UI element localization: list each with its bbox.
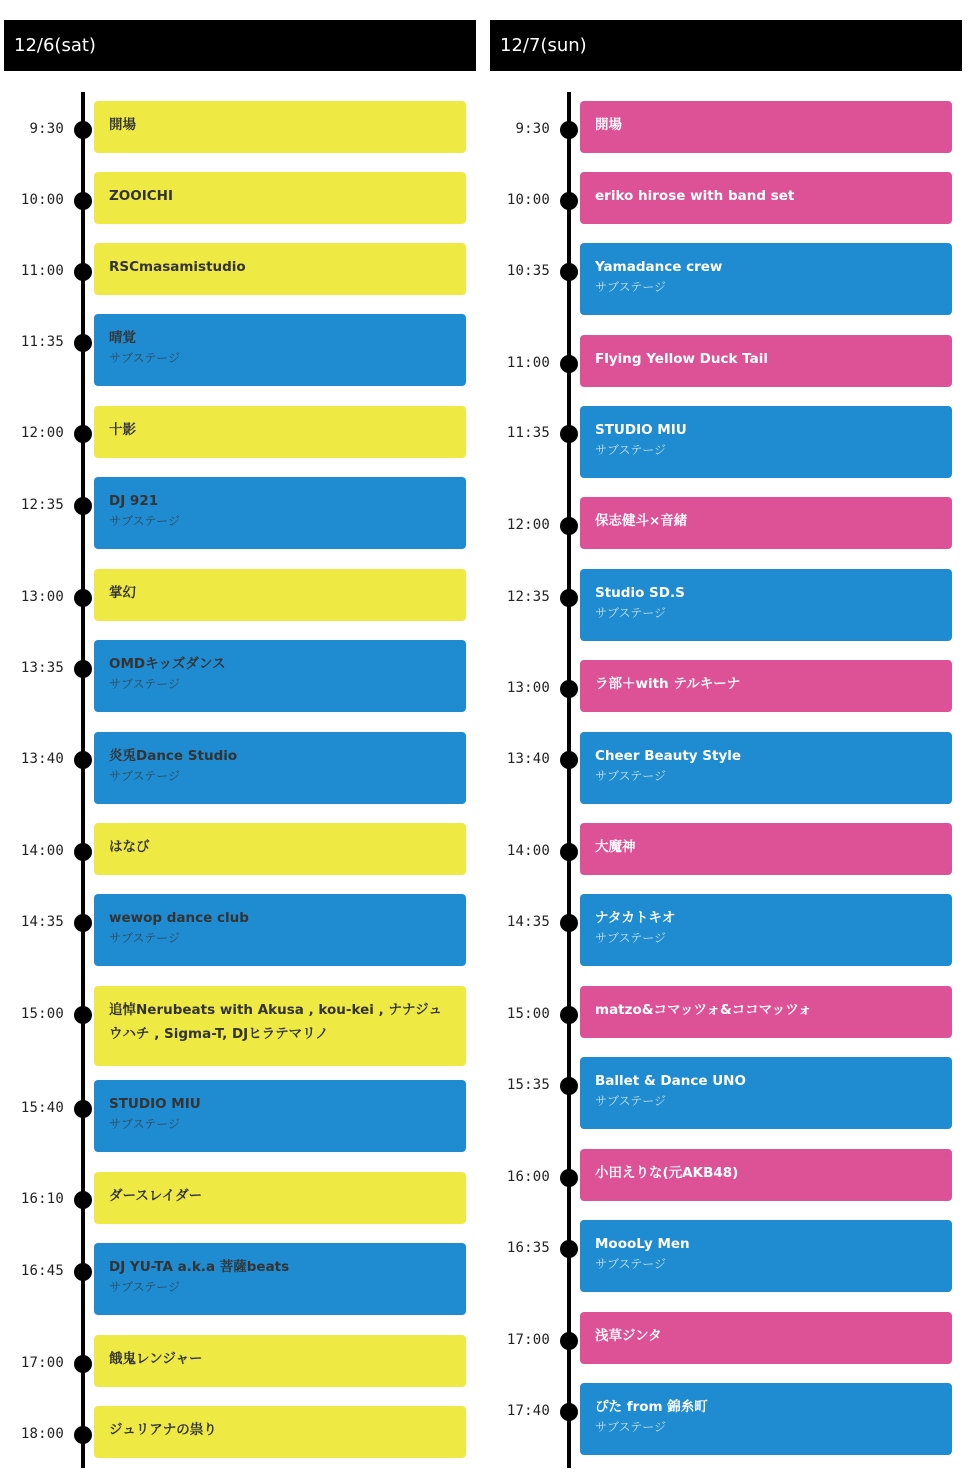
event-card[interactable]: [94, 101, 466, 153]
event-title: Flying Yellow Duck Tail: [595, 351, 768, 367]
event-stage-label: サブステージ: [109, 1117, 181, 1131]
timeline-dot: [560, 1077, 578, 1095]
event-title: 炎兎Dance Studio: [109, 748, 238, 764]
event-time: 15:00: [20, 1006, 64, 1022]
event-time: 15:00: [506, 1006, 550, 1022]
event-title: 追悼Nerubeats with Akusa , kou-kei , ナナジュウハチ , Sigma-T, DJヒラテマリノ: [109, 1002, 442, 1042]
event-card[interactable]: [580, 101, 952, 153]
event-stage-label: サブステージ: [109, 677, 181, 691]
event-time: 12:35: [20, 497, 64, 513]
event-title: DJ 921: [109, 493, 159, 509]
event-stage-label: サブステージ: [109, 931, 181, 945]
event-title: wewop dance club: [109, 910, 249, 926]
event-stage-label: サブステージ: [109, 351, 181, 365]
event-time: 16:35: [506, 1240, 550, 1256]
event-card[interactable]: [94, 732, 466, 804]
event-time: 14:35: [20, 914, 64, 930]
event-time: 10:00: [506, 192, 550, 208]
timeline-dot: [74, 334, 92, 352]
event-title: はなび: [109, 839, 150, 855]
event-time: 14:00: [506, 843, 550, 859]
event-title: MoooLy Men: [595, 1236, 690, 1252]
event-title: Cheer Beauty Style: [595, 748, 742, 764]
event-time: 12:00: [20, 425, 64, 441]
timeline-dot: [560, 1332, 578, 1350]
event-title: 掌幻: [109, 585, 136, 601]
event-title: Studio SD.S: [595, 585, 685, 601]
timeline-dot: [74, 1426, 92, 1444]
event-time: 16:45: [20, 1263, 64, 1279]
timeline-dot: [74, 1263, 92, 1281]
event-card[interactable]: [94, 477, 466, 549]
event-title: 十影: [109, 422, 136, 438]
event-card[interactable]: [94, 640, 466, 712]
event-title: 餓鬼レンジャー: [109, 1351, 203, 1367]
event-card[interactable]: [580, 335, 952, 387]
timeline-dot: [74, 425, 92, 443]
day-header: 12/6(sat): [4, 20, 476, 71]
event-title: 開場: [595, 117, 622, 133]
event-card[interactable]: [580, 732, 952, 804]
event-card[interactable]: [94, 314, 466, 386]
timeline-dot: [560, 751, 578, 769]
timeline-dot: [560, 1240, 578, 1258]
event-stage-label: サブステージ: [109, 1280, 181, 1294]
event-title: 晴覚: [109, 330, 136, 346]
event-time: 16:10: [20, 1191, 64, 1207]
event-card[interactable]: [580, 569, 952, 641]
event-card[interactable]: [580, 243, 952, 315]
event-time: 9:30: [29, 121, 64, 137]
event-title: ダースレイダー: [109, 1188, 203, 1204]
timeline-dot: [74, 497, 92, 515]
event-title: OMDキッズダンス: [109, 656, 226, 672]
event-card[interactable]: [580, 172, 952, 224]
event-card[interactable]: [94, 823, 466, 875]
timeline-dot: [560, 425, 578, 443]
timeline-dot: [560, 589, 578, 607]
event-time: 11:35: [20, 334, 64, 350]
event-card[interactable]: [580, 1312, 952, 1364]
event-time: 13:40: [506, 751, 550, 767]
timeline-dot: [560, 1169, 578, 1187]
timeline-dot: [74, 914, 92, 932]
event-title: ジュリアナの祟り: [109, 1422, 217, 1438]
event-card[interactable]: [580, 986, 952, 1038]
event-time: 14:00: [20, 843, 64, 859]
event-stage-label: サブステージ: [109, 514, 181, 528]
event-time: 11:00: [20, 263, 64, 279]
event-time: 13:00: [20, 589, 64, 605]
event-time: 10:35: [506, 263, 550, 279]
event-title: eriko hirose with band set: [595, 188, 795, 204]
event-card[interactable]: [580, 497, 952, 549]
event-card[interactable]: [94, 1080, 466, 1152]
event-title: 大魔神: [595, 839, 636, 855]
event-card[interactable]: [580, 823, 952, 875]
timeline-dot: [560, 1006, 578, 1024]
schedule-day-sun: [490, 20, 962, 1478]
schedule-day-sat: [4, 20, 476, 1478]
event-title: matzo&コマッツォ&ココマッツォ: [595, 1002, 812, 1018]
event-card[interactable]: [580, 1149, 952, 1201]
day-header: 12/7(sun): [490, 20, 962, 71]
event-stage-label: サブステージ: [595, 443, 667, 457]
timeline-dot: [560, 1403, 578, 1421]
timeline-line: [567, 92, 571, 1468]
event-title: 保志健斗×音緒: [595, 513, 688, 529]
event-card[interactable]: [580, 1383, 952, 1455]
timeline-dot: [74, 1355, 92, 1373]
event-title: RSCmasamistudio: [109, 259, 246, 275]
timeline-dot: [74, 263, 92, 281]
timeline-dot: [74, 589, 92, 607]
event-title: Yamadance crew: [595, 259, 723, 275]
event-card[interactable]: [94, 894, 466, 966]
timeline-dot: [560, 914, 578, 932]
event-card[interactable]: [580, 894, 952, 966]
event-time: 13:40: [20, 751, 64, 767]
event-card[interactable]: [580, 406, 952, 478]
event-time: 18:00: [20, 1426, 64, 1442]
event-time: 11:35: [506, 425, 550, 441]
event-title: ぴた from 錦糸町: [595, 1399, 708, 1415]
timeline-dot: [560, 192, 578, 210]
event-stage-label: サブステージ: [595, 280, 667, 294]
event-time: 17:00: [20, 1355, 64, 1371]
event-stage-label: サブステージ: [595, 1094, 667, 1108]
event-card[interactable]: [94, 986, 466, 1066]
event-stage-label: サブステージ: [595, 931, 667, 945]
event-card[interactable]: [580, 660, 952, 712]
event-time: 15:35: [506, 1077, 550, 1093]
timeline-line: [81, 92, 85, 1468]
event-card[interactable]: [94, 172, 466, 224]
timeline-dot: [74, 1006, 92, 1024]
event-time: 10:00: [20, 192, 64, 208]
event-time: 12:35: [506, 589, 550, 605]
timeline-dot: [74, 192, 92, 210]
event-title: ナタカトキオ: [595, 910, 676, 926]
timeline-dot: [560, 355, 578, 373]
event-time: 17:00: [506, 1332, 550, 1348]
event-card[interactable]: [94, 1172, 466, 1224]
event-title: ZOOICHI: [109, 188, 173, 204]
event-title: STUDIO MIU: [109, 1096, 201, 1112]
timeline-dot: [74, 843, 92, 861]
event-title: 小田えりな(元AKB48): [595, 1165, 739, 1181]
event-card[interactable]: [94, 1335, 466, 1387]
event-stage-label: サブステージ: [595, 769, 667, 783]
event-time: 14:35: [506, 914, 550, 930]
timeline-dot: [74, 1100, 92, 1118]
event-stage-label: サブステージ: [595, 1257, 667, 1271]
event-time: 13:00: [506, 680, 550, 696]
timeline-dot: [74, 121, 92, 139]
event-card[interactable]: [94, 406, 466, 458]
event-card[interactable]: [94, 1406, 466, 1458]
event-card[interactable]: [580, 1220, 952, 1292]
timeline-dot: [560, 121, 578, 139]
event-stage-label: サブステージ: [595, 606, 667, 620]
timeline-dot: [74, 1191, 92, 1209]
event-title: 浅草ジンタ: [595, 1328, 662, 1344]
event-title: STUDIO MIU: [595, 422, 687, 438]
event-card[interactable]: [94, 569, 466, 621]
event-title: ラ部＋with テルキーナ: [595, 676, 741, 692]
event-title: 開場: [109, 117, 136, 133]
timeline-dot: [560, 517, 578, 535]
event-time: 17:40: [506, 1403, 550, 1419]
timeline-dot: [560, 680, 578, 698]
event-stage-label: サブステージ: [595, 1420, 667, 1434]
event-time: 11:00: [506, 355, 550, 371]
event-time: 9:30: [515, 121, 550, 137]
timeline-dot: [74, 660, 92, 678]
event-time: 13:35: [20, 660, 64, 676]
event-stage-label: サブステージ: [109, 769, 181, 783]
event-time: 15:40: [20, 1100, 64, 1116]
timeline-dot: [560, 843, 578, 861]
timeline-dot: [74, 751, 92, 769]
event-time: 16:00: [506, 1169, 550, 1185]
event-card[interactable]: [94, 1243, 466, 1315]
event-card[interactable]: [94, 243, 466, 295]
event-time: 12:00: [506, 517, 550, 533]
event-title: DJ YU-TA a.k.a 菩薩beats: [109, 1259, 290, 1275]
timeline-dot: [560, 263, 578, 281]
event-card[interactable]: [580, 1057, 952, 1129]
event-title: Ballet & Dance UNO: [595, 1073, 746, 1089]
